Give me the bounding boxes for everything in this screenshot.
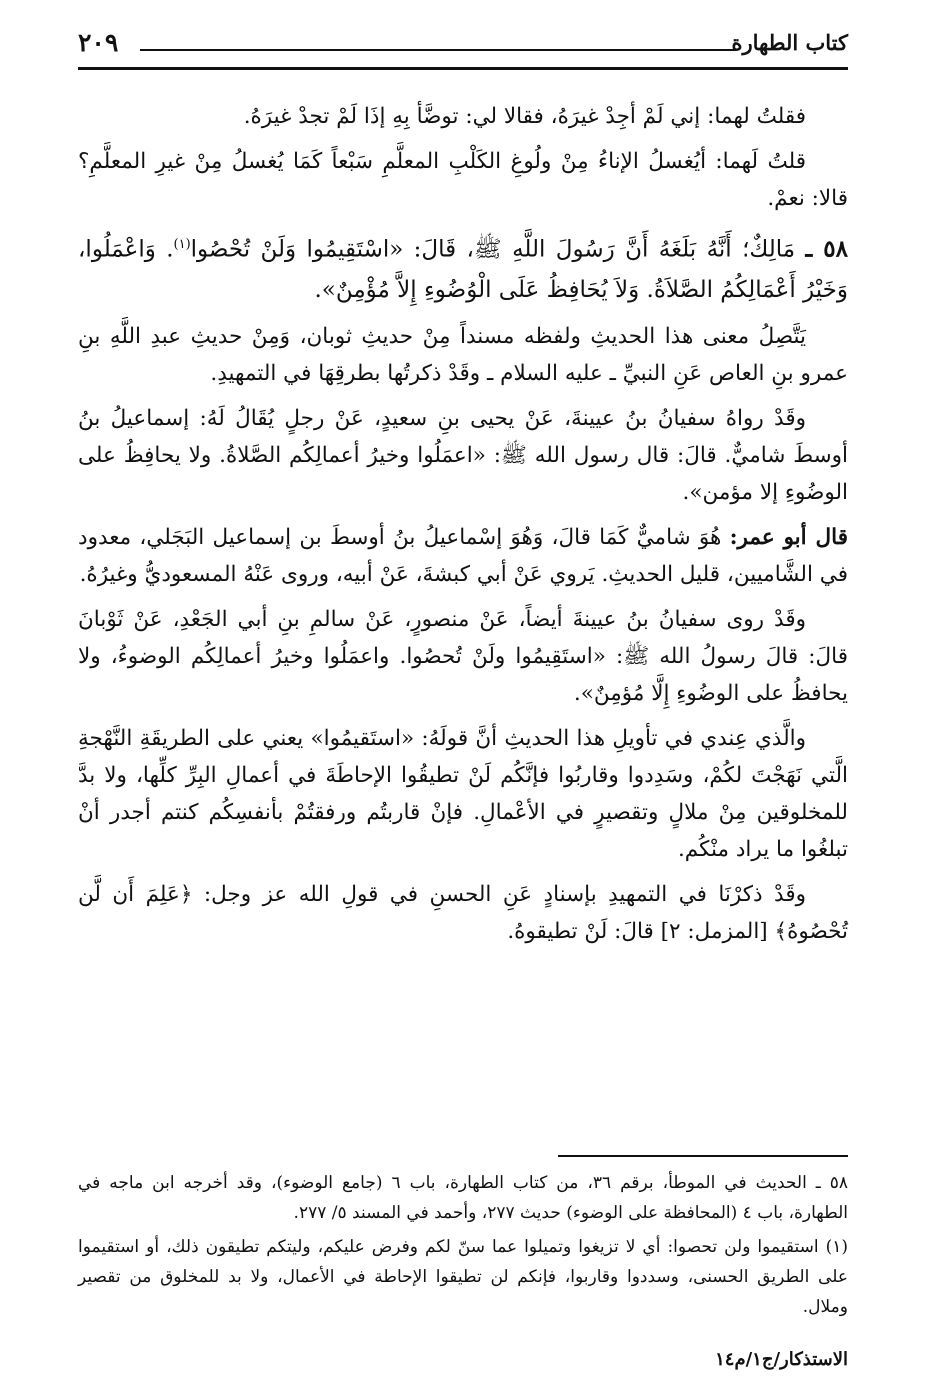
paragraph-6 [78, 519, 848, 593]
hadith-text-continued: . وَاعْمَلُوا، وَخَيْرُ أَعْمَالِكُمُ الصَّلاَةُ. وَلاَ يُحَافِظُ عَلَى الْوُضُوءِ إِلاَّ مُؤْمِنٌ». [78, 236, 848, 303]
paragraph-text: فقلتُ لهما: إني لَمْ أجِدْ غيرَهُ، فقالا لي: توضَّأ بِهِ إذَا لَمْ تجدْ غيرَهُ. [243, 104, 806, 129]
footnote-rule [558, 1155, 848, 1157]
hadith-58 [78, 225, 848, 310]
paragraph-7 [78, 601, 848, 712]
footnotes [78, 1168, 848, 1326]
running-header [78, 28, 848, 68]
footnote-1: (١) استقيموا ولن تحصوا: أي لا تزيغوا وتميلوا عما سنّ لكم وفرض عليكم، وليتكم تطيقون ذلك، أو استقيموا على الطريق الحسنى، وسددوا وقاربوا، فإنكم لن تطيقوا الإحاطة في الأعمال، ولا بد للمخلوق من تقصير وملال. [78, 1237, 848, 1317]
paragraph-text: وقَدْ رواهُ سفيانُ بنُ عيينةَ، عَنْ يحيى بنِ سعيدٍ، عَنْ رجلٍ يُقَالُ لَهُ: إسماعيلُ بنُ أوسطَ شاميٌّ. قالَ: قال رسول الله ﷺ: «اعمَلُوا وخيرُ أعمالِكُم الصَّلاةُ. ولا يحافِظُ على الوضُوءِ إلا مؤمن». [78, 405, 848, 505]
hadith-number: ٥٨ ـ [805, 235, 849, 263]
header-line [140, 49, 736, 51]
page-number: ٢٠٩ [78, 28, 119, 57]
paragraph-text: هُوَ شاميٌّ كَمَا قالَ، وَهُوَ إسْماعيلُ بنُ أوسطَ بن إسماعيل البَجَلي، معدود في الشَّاميين، قليل الحديثِ. يَروي عَنْ أبي كبشةَ، عَنْ أبيه، وروى عَنْهُ المسعوديُّ وغيرُهُ. [78, 524, 848, 587]
paragraph-lead: قال أبو عمر: [729, 524, 848, 550]
header-rule [78, 67, 848, 70]
footnote-marker: (١) [173, 237, 191, 252]
paragraph-text: والَّذي عِندي في تأويلِ هذا الحديثِ أنَّ قولَهُ: «استَقيمُوا» يعني على الطريقَةِ النَّهْجةِ الَّتي نَهَجْتَ لكُمْ، وسَدِدوا وقاربُوا فإنَّكُم لَنْ تطيقُوا الإحاطَةَ في أعمالِ البِرِّ كلِّها، ولا بدَّ للمخلوقين مِنْ ملالٍ وتقصيرٍ في الأعْمالِ. فإنْ قاربتُم ورفقتُمْ بأنفسِكُم كنتم أجدر أنْ تبلغُوا ما يراد منْكُم. [78, 725, 848, 862]
footnote-58: ٥٨ ـ الحديث في الموطأ، برقم ٣٦، من كتاب الطهارة، باب ٦ (جامع الوضوء)، وقد أخرجه ابن ماجه في الطهارة، باب ٤ (المحافظة على الوضوء) حديث ٢٧٧، وأحمد في المسند ٥/ ٢٧٧. [78, 1173, 849, 1223]
printer-signature: الاستذكار/ج١/م١٤ [715, 1349, 848, 1370]
paragraph-9 [78, 876, 848, 950]
main-text [78, 98, 848, 958]
paragraph-4 [78, 318, 848, 392]
paragraph-5 [78, 400, 848, 511]
paragraph-text: يَتَّصِلُ معنى هذا الحديثِ ولفظه مسنداً مِنْ حديثِ ثوبان، وَمِنْ حديثِ عبدِ اللَّهِ بنِ عمرو بنِ العاص عَنِ النبيِّ ـ عليه السلام ـ وقَدْ ذكرتُها بطرقِهَا في التمهيدِ. [78, 323, 848, 386]
paragraph-text: وقَدْ روى سفيانُ بنُ عيينةَ أيضاً، عَنْ منصورٍ، عَنْ سالمِ بنِ أبي الجَعْدِ، عَنْ ثَوْبانَ قالَ: قالَ رسولُ الله ﷺ: «استَقِيمُوا ولَنْ تُحصُوا. واعمَلُوا وخيرُ أعمالِكُم الوضوءُ، ولا يحافظُ على الوضُوءِ إِلَّا مُؤمِنٌ». [78, 606, 848, 706]
paragraph-1 [78, 98, 848, 135]
book-title: كتاب الطهارة [731, 30, 848, 55]
paragraph-text: قلتُ لَهما: أيُغسلُ الإناءُ مِنْ ولُوغِ الكَلْبِ المعلَّمِ سَبْعاً كَمَا يُغسلُ مِنْ غيرِ المعلَّمِ؟ قالا: نعمْ. [78, 149, 848, 211]
hadith-text: مَالِكٌ؛ أَنَّهُ بَلَغَهُ أَنَّ رَسُولَ اللَّهِ ﷺ، قَالَ: «اسْتَقِيمُوا وَلَنْ تُحْصُوا [190, 236, 796, 263]
paragraph-2 [78, 143, 848, 217]
paragraph-text: وقَدْ ذكرْنَا في التمهيدِ بإسنادٍ عَنِ الحسنِ في قولِ الله عز وجل: ﴿عَلِمَ أَن لَّن تُحْصُوهُ﴾ [المزمل: ٢] قالَ: لَنْ تطيقوهُ. [78, 881, 848, 944]
paragraph-8 [78, 720, 848, 868]
